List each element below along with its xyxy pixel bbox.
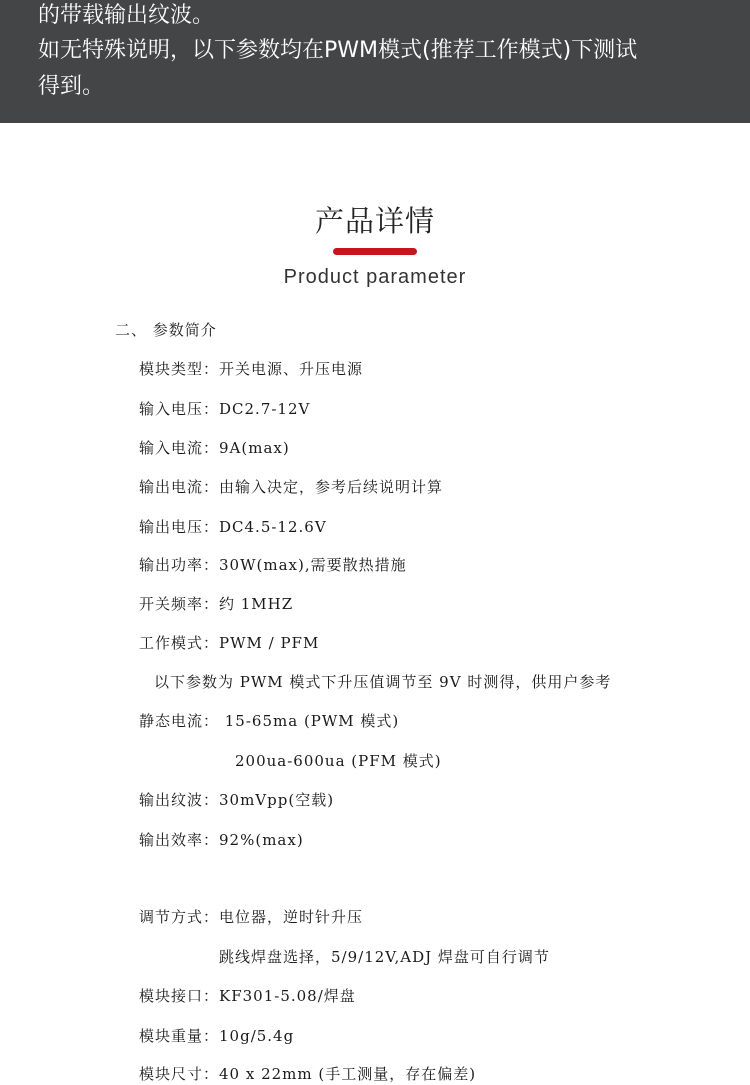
- section-subtitle: Product parameter: [283, 266, 467, 288]
- top-banner: [0, 0, 750, 123]
- spec-output-ripple: 输出纹波：30mVpp(空载): [139, 791, 335, 809]
- spec-adjust-jumper: 跳线焊盘选择，5/9/12V,ADJ 焊盘可自行调节: [219, 948, 550, 966]
- spec-input-voltage: 输入电压：DC2.7-12V: [139, 400, 311, 418]
- banner-line-3: 得到。: [38, 74, 105, 99]
- spec-module-weight: 模块重量：10g/5.4g: [139, 1027, 295, 1045]
- banner-line-2: 如无特殊说明，以下参数均在PWM模式(推荐工作模式)下测试: [38, 38, 638, 63]
- spec-switch-frequency: 开关频率：约 1MHZ: [139, 595, 294, 613]
- spec-module-type: 模块类型：开关电源、升压电源: [139, 360, 364, 378]
- section-title: 产品详情: [314, 204, 435, 238]
- spec-adjust-method: 调节方式：电位器，逆时针升压: [139, 908, 364, 926]
- spec-module-interface: 模块接口：KF301-5.08/焊盘: [139, 987, 356, 1005]
- title-underline: [333, 248, 417, 255]
- spec-quiescent-current: 静态电流： 15-65ma (PWM 模式): [139, 712, 400, 730]
- spec-output-current: 输出电流：由输入决定，参考后续说明计算: [139, 478, 444, 496]
- spec-note: 以下参数为 PWM 模式下升压值调节至 9V 时测得，供用户参考: [154, 673, 612, 691]
- spec-output-voltage: 输出电压：DC4.5-12.6V: [139, 518, 327, 536]
- spec-output-power: 输出功率：30W(max),需要散热措施: [139, 556, 407, 574]
- spec-module-size: 模块尺寸：40 x 22mm (手工测量，存在偏差): [139, 1065, 477, 1083]
- spec-work-mode: 工作模式：PWM / PFM: [139, 634, 320, 652]
- banner-line-1: 的带载输出纹波。: [38, 3, 215, 28]
- spec-quiescent-current-pfm: 200ua-600ua (PFM 模式): [235, 752, 442, 770]
- spec-input-current: 输入电流：9A(max): [139, 439, 290, 457]
- spec-heading: 二、 参数简介: [115, 321, 217, 339]
- spec-output-efficiency: 输出效率：92%(max): [139, 831, 304, 849]
